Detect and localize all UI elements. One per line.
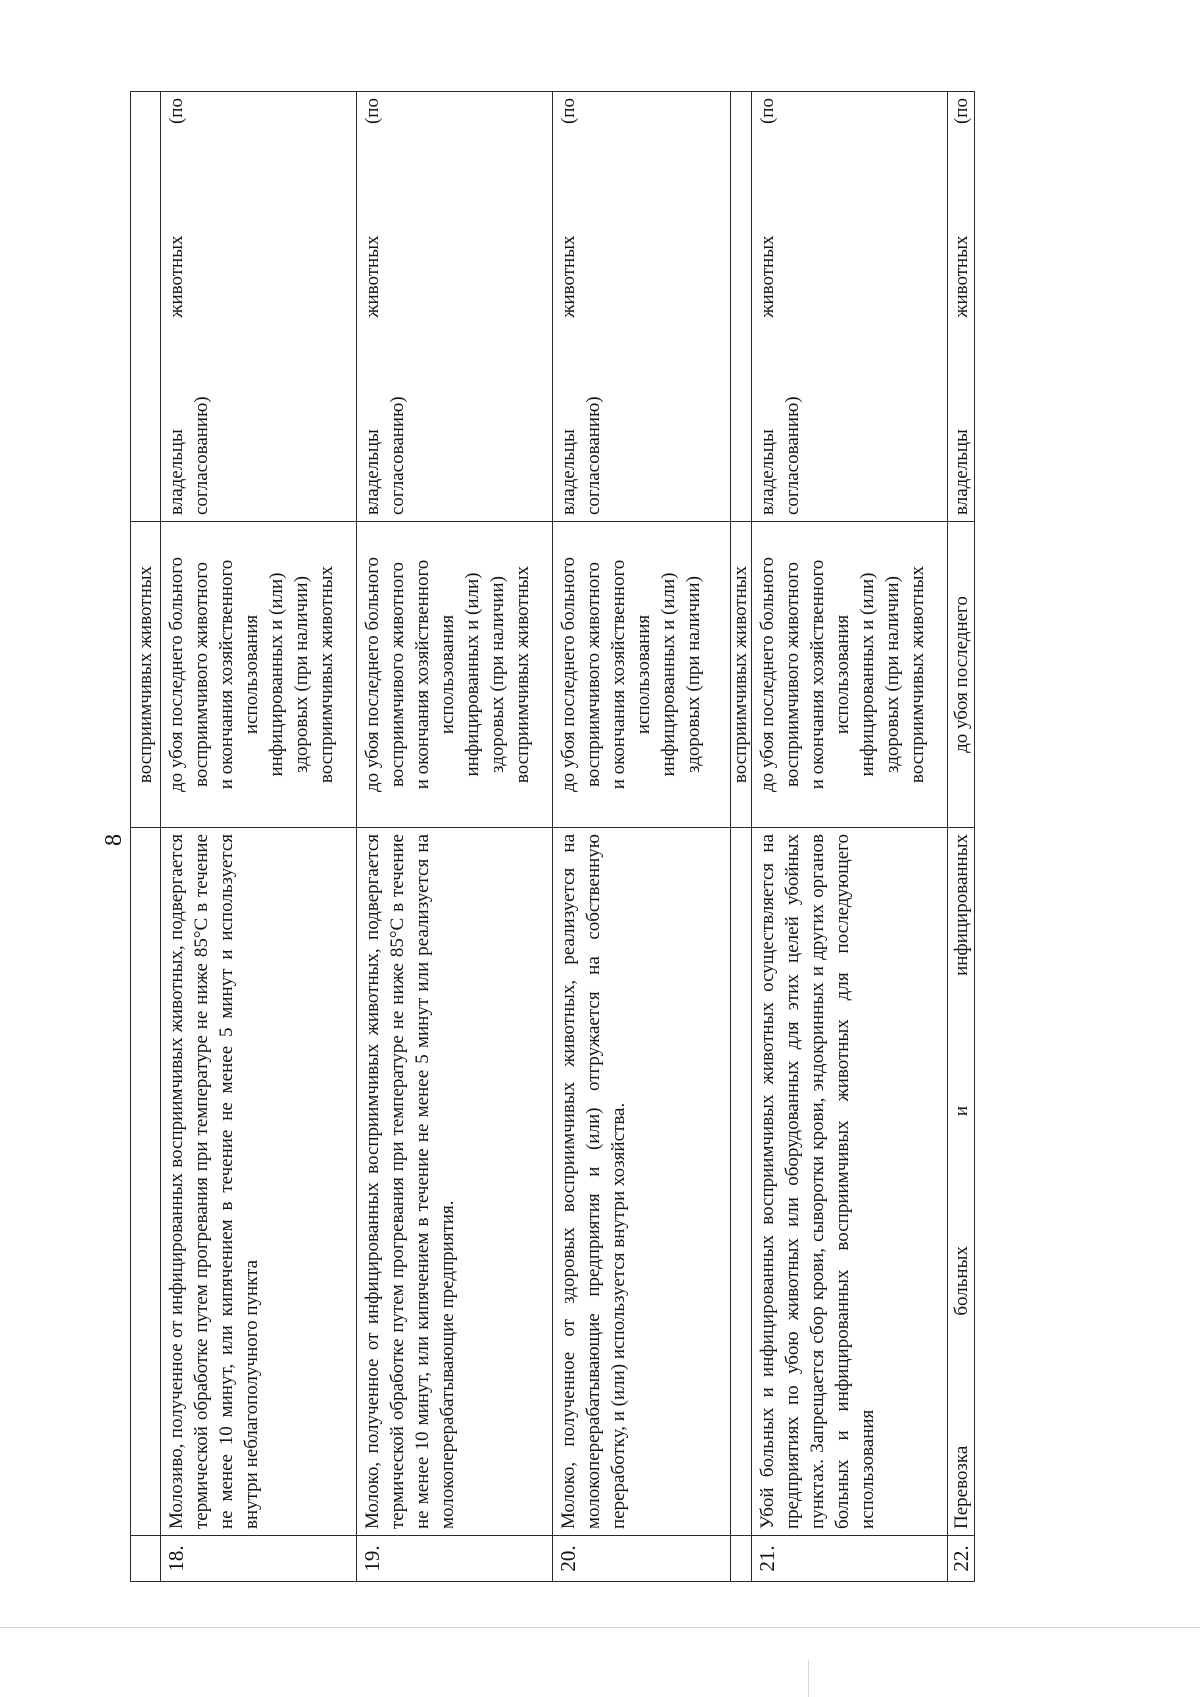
term-line: восприимчивого животного — [583, 561, 604, 788]
table-row — [553, 92, 731, 1582]
cell-num: 22. — [948, 1536, 975, 1582]
cell-term: до убоя последнего — [948, 522, 975, 828]
term-line: и окончания хозяйственного — [216, 559, 237, 790]
cell-responsible — [752, 92, 948, 522]
cell-term: восприимчивых животных — [131, 522, 161, 828]
cell-term — [752, 522, 948, 828]
table-row — [357, 92, 553, 1582]
term-line: здоровых (при наличии) — [882, 576, 903, 773]
term-line: восприимчивых животных — [316, 565, 337, 784]
responsible-word: животных — [951, 235, 972, 318]
cell-responsible — [161, 92, 357, 522]
responsible-word: владельцы — [951, 429, 972, 515]
cell-num: 21. — [752, 1536, 948, 1582]
cell-term: восприимчивых животных — [731, 522, 752, 828]
term-line: инфицированных и (или) — [462, 572, 483, 777]
table-row-continuation — [131, 92, 161, 1582]
term-line: восприимчивых животных — [907, 565, 928, 784]
measures-table — [130, 91, 975, 1582]
term-line: инфицированных и (или) — [658, 572, 679, 777]
cell-num: 18. — [161, 1536, 357, 1582]
responsible-line: согласованию) — [583, 396, 604, 515]
cell-num: 20. — [553, 1536, 731, 1582]
cell-responsible — [131, 92, 161, 522]
description-word: Перевозка — [951, 1445, 972, 1529]
term-line: инфицированных и (или) — [857, 572, 878, 777]
cell-description: Убой больных и инфицированных восприимчивых животных осуществляется на предприятиях по убою животных или оборудованных для этих целей убойных пунктах. Запрещается сбор крови, сыворотки крови, эндокринных и других органов больных и инфицированных восприимчивых животных для последующего использования — [752, 828, 948, 1536]
term-line: восприимчивого животного — [782, 561, 803, 788]
cell-num — [131, 1536, 161, 1582]
term-line: использования — [241, 614, 262, 735]
term-line: использования — [633, 614, 654, 735]
cell-responsible — [731, 92, 752, 522]
cell-term — [553, 522, 731, 828]
term-line: и окончания хозяйственного — [608, 559, 629, 790]
responsible-line — [556, 98, 581, 515]
description-line — [949, 834, 974, 1529]
description-word: больных — [951, 1246, 972, 1316]
table-row — [161, 92, 357, 1582]
term-line: использования — [832, 614, 853, 735]
responsible-word: животных — [362, 235, 383, 318]
cell-description: Молоко, полученное от здоровых восприимчивых животных, реализуется на молокоперерабатывающие предприятия и (или) отгружается на собственную переработку, и (или) используется внутри хозяйства. — [553, 828, 731, 1536]
cell-description — [948, 828, 975, 1536]
responsible-line: согласованию) — [387, 396, 408, 515]
term-line: до убоя последнего больного — [166, 556, 187, 793]
cell-responsible — [948, 92, 975, 522]
table-row — [752, 92, 948, 1582]
term-line: и окончания хозяйственного — [412, 559, 433, 790]
table-row — [948, 92, 975, 1582]
responsible-line — [949, 98, 974, 515]
description-word: инфицированных — [951, 834, 972, 976]
term-line: здоровых (при наличии) — [487, 576, 508, 773]
responsible-word: животных — [166, 235, 187, 318]
term-line: до убоя последнего больного — [558, 556, 579, 793]
term-line: использования — [437, 614, 458, 735]
table-row-split — [731, 92, 752, 1582]
responsible-word: (по — [757, 98, 778, 125]
term-line: до убоя последнего больного — [757, 556, 778, 793]
responsible-word: животных — [757, 235, 778, 318]
cell-responsible — [357, 92, 553, 522]
cell-description: Молоко, полученное от инфицированных восприимчивых животных, подвергается термической обработке путем прогревания при температуре не ниже 85°С в течение не менее 10 минут, или кипячением в течение не менее 5 минут или реализуется на молокоперерабатывающие предприятия. — [357, 828, 553, 1536]
responsible-word: животных — [558, 235, 579, 318]
responsible-line: согласованию) — [191, 396, 212, 515]
term-line: до убоя последнего больного — [362, 556, 383, 793]
term-line: и окончания хозяйственного — [807, 559, 828, 790]
page-number: 8 — [101, 834, 127, 846]
responsible-word: (по — [951, 98, 972, 125]
term-line: инфицированных и (или) — [266, 572, 287, 777]
cell-num — [731, 1536, 752, 1582]
cell-term — [161, 522, 357, 828]
responsible-word: (по — [558, 98, 579, 125]
responsible-line — [360, 98, 385, 515]
cell-description — [731, 828, 752, 1536]
responsible-word: владельцы — [362, 429, 383, 515]
responsible-word: владельцы — [558, 429, 579, 515]
term-line: восприимчивого животного — [191, 561, 212, 788]
cell-num: 19. — [357, 1536, 553, 1582]
rotated-page — [100, 50, 1100, 1630]
cell-description — [131, 828, 161, 1536]
cell-term — [357, 522, 553, 828]
cell-responsible — [553, 92, 731, 522]
responsible-line — [755, 98, 780, 515]
term-line: восприимчивого животного — [387, 561, 408, 788]
scan-artifact-line — [808, 1660, 809, 1697]
term-line: здоровых (при наличии) — [683, 576, 704, 773]
term-line: восприимчивых животных — [512, 565, 533, 784]
term-line: здоровых (при наличии) — [291, 576, 312, 773]
cell-description: Молозиво, полученное от инфицированных восприимчивых животных, подвергается термической обработке путем прогревания при температуре не ниже 85°С в течение не менее 10 минут, или кипячением в течение не менее 5 минут и используется внутри неблагополучного пункта — [161, 828, 357, 1536]
description-word: и — [951, 1105, 972, 1117]
responsible-word: (по — [362, 98, 383, 125]
responsible-line — [164, 98, 189, 515]
responsible-word: владельцы — [166, 429, 187, 515]
responsible-line: согласованию) — [782, 396, 803, 515]
responsible-word: (по — [166, 98, 187, 125]
responsible-word: владельцы — [757, 429, 778, 515]
